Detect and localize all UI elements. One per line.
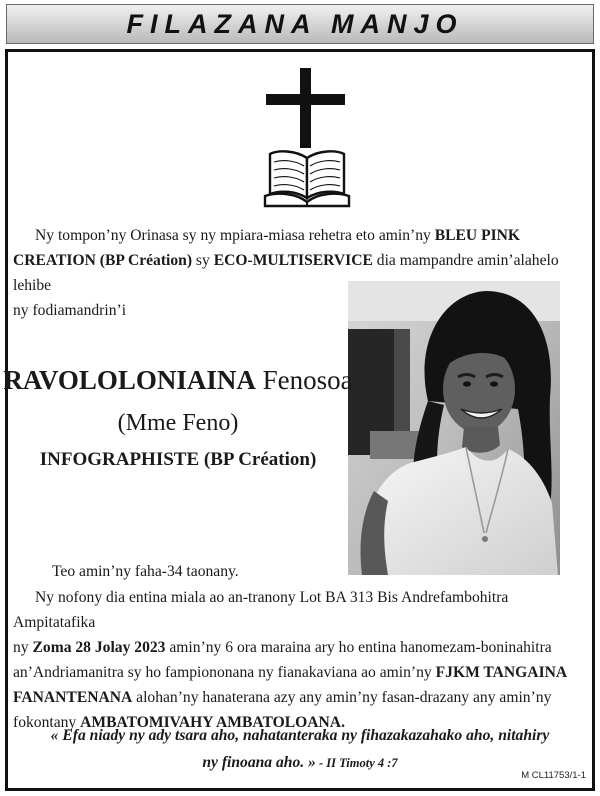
deceased-firstname: Fenosoa <box>255 365 353 395</box>
company-name-1b: CREATION (BP Création) <box>13 252 193 269</box>
church-name-2: FANANTENANA <box>13 689 133 706</box>
details-paragraph <box>13 585 587 735</box>
intro-text-3: dia mampandre amin’alahelo lehibe <box>13 252 559 294</box>
details-line-2a: ny <box>13 639 33 656</box>
intro-text-4: ny fodiamandrin’i <box>13 302 127 319</box>
deceased-job: INFOGRAPHISTE (BP Création) <box>39 449 317 470</box>
details-line-5: fokontany <box>13 714 81 731</box>
church-name-1: FJKM TANGAINA <box>435 664 568 681</box>
quote-line-2: ny finoana aho. » <box>202 754 316 771</box>
cross-book-icon <box>262 66 352 210</box>
intro-text-2: sy <box>192 252 214 269</box>
deceased-surname: RAVOLOLONIAINA <box>3 365 256 395</box>
details-line-3: an’Andriamanitra sy ho fampiononana ny fianakaviana ao amin’ny <box>13 664 436 681</box>
age-line: Teo amin’ny faha-34 taonany. <box>52 563 239 580</box>
funeral-date: Zoma 28 Jolay 2023 <box>32 639 166 656</box>
quote-line-1: « Efa niady ny ady tsara aho, nahatanteraka ny fihazakazahako aho, nitahiry <box>50 727 550 744</box>
company-name-2: ECO-MULTISERVICE <box>213 252 373 269</box>
portrait-photo <box>348 281 560 575</box>
deceased-nickname: (Mme Feno) <box>117 410 239 436</box>
intro-text-1: Ny tompon’ny Orinasa sy ny mpiara-miasa rehetra eto amin’ny <box>35 227 435 244</box>
header-title: FILAZANA MANJO <box>126 8 464 39</box>
newspaper-header <box>6 4 594 44</box>
burial-place: AMBATOMIVAHY AMBATOLOANA. <box>80 714 345 731</box>
bible-quote <box>12 722 588 777</box>
details-line-1: Ny nofony dia entina miala ao an-tranony Lot BA 313 Bis Andrefambohitra Ampitatafika <box>13 589 509 631</box>
quote-reference: - II Timoty 4 :7 <box>315 756 398 770</box>
details-line-4: alohan’ny hanaterana azy any amin’ny fasan-drazany any amin’ny <box>132 689 552 706</box>
details-line-2b: amin’ny 6 ora maraina ary ho entina hanomezam-boninahitra <box>165 639 552 656</box>
company-name-1a: BLEU PINK <box>434 227 521 244</box>
deceased-full-name <box>0 365 356 396</box>
ad-reference-code: M CL11753/1-1 <box>521 770 586 781</box>
